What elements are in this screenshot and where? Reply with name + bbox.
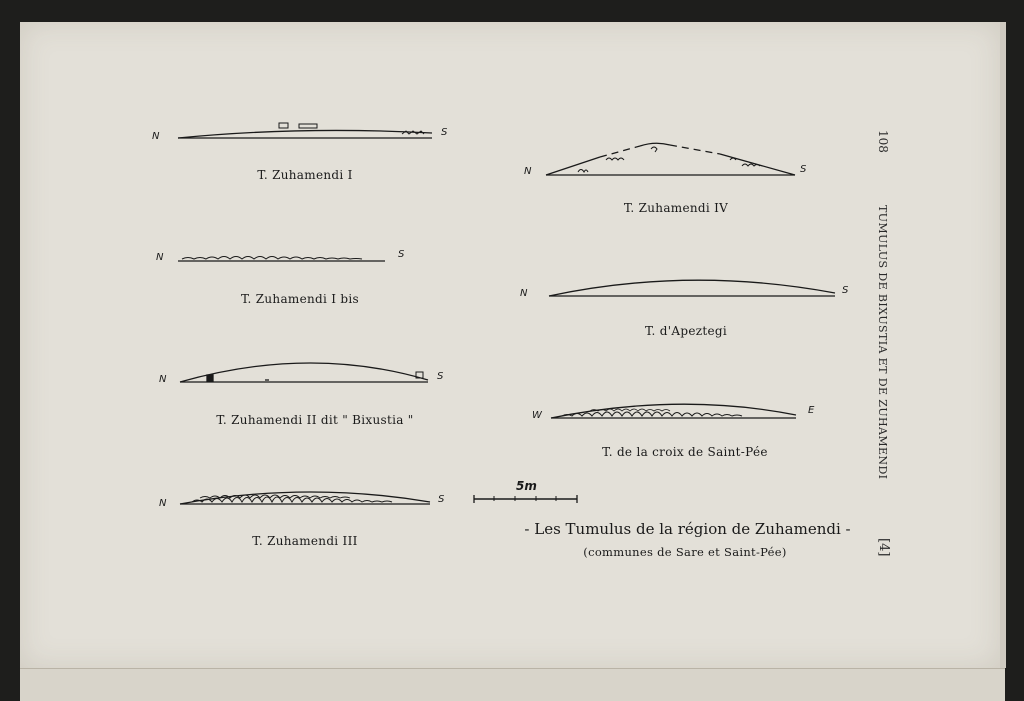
profile-zuhamendi-4 <box>546 143 795 175</box>
plate-number: [4] <box>876 538 891 557</box>
fig1-left-label: N <box>152 131 160 142</box>
fig5-right-label: S <box>800 164 807 175</box>
fig7-right-label: E <box>808 405 815 416</box>
fig2-left-label: N <box>156 252 164 263</box>
fig3-left-label: N <box>159 374 167 385</box>
fig3-caption: T. Zuhamendi II dit " Bixustia " <box>216 413 414 427</box>
profile-zuhamendi-1 <box>178 123 432 138</box>
fig2-right-label: S <box>398 249 405 260</box>
fig1-caption: T. Zuhamendi I <box>257 168 353 182</box>
fig4-caption: T. Zuhamendi III <box>252 534 358 548</box>
fig2-caption: T. Zuhamendi I bis <box>241 292 359 306</box>
fig5-caption: T. Zuhamendi IV <box>623 201 729 215</box>
fig6-caption: T. d'Apeztegi <box>645 324 727 338</box>
profile-zuhamendi-1bis <box>178 257 385 262</box>
fig6-left-label: N <box>520 288 528 299</box>
fig5-left-label: N <box>524 166 532 177</box>
fig6-right-label: S <box>842 285 849 296</box>
fig7-caption: T. de la croix de Saint-Pée <box>602 445 768 459</box>
scale-bar <box>474 495 577 503</box>
fig3-right-label: S <box>437 371 444 382</box>
fig4-right-label: S <box>438 494 445 505</box>
fig7-left-label: W <box>532 410 542 421</box>
running-head: TUMULUS DE BIXUSTIA ET DE ZUHAMENDI <box>876 205 889 480</box>
profile-croix-saint-pee <box>551 404 796 418</box>
fig1-right-label: S <box>441 127 448 138</box>
profile-zuhamendi-2 <box>180 363 428 382</box>
fig4-left-label: N <box>159 498 167 509</box>
profile-apeztegi <box>549 280 835 296</box>
scale-label: 5m <box>516 479 537 493</box>
plate-subtitle: (communes de Sare et Saint-Pée) <box>583 545 787 559</box>
page-number: 108 <box>876 130 890 153</box>
profile-zuhamendi-3 <box>180 492 430 504</box>
plate-title: - Les Tumulus de la région de Zuhamendi - <box>524 520 851 538</box>
